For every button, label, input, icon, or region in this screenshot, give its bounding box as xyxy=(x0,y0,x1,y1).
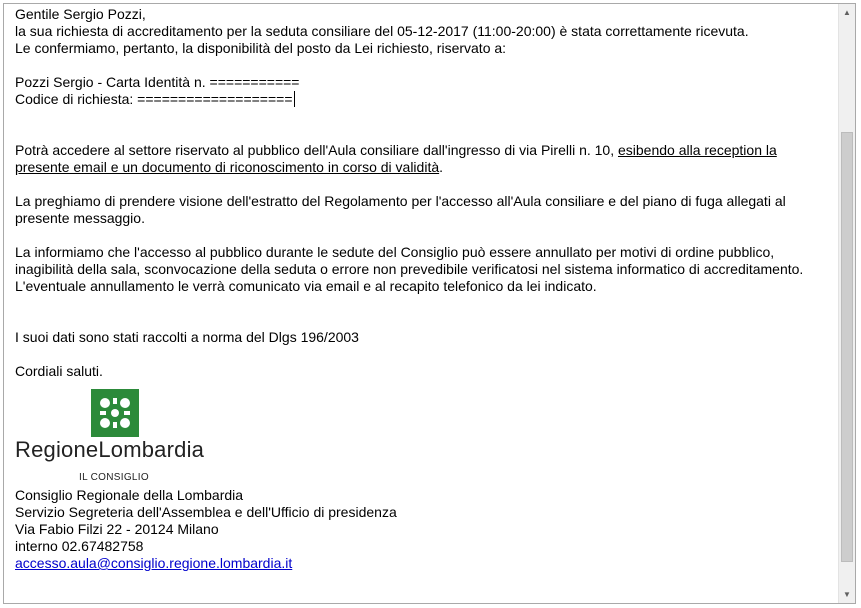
closing-line: Cordiali saluti. xyxy=(15,363,103,379)
signature-email-line xyxy=(15,555,835,572)
access-text: Potrà accedere al settore riservato al pubblico dell'Aula consiliare dall'ingresso di via Pirelli n. 10, xyxy=(15,142,618,158)
scroll-down-arrow-icon[interactable]: ▼ xyxy=(843,590,851,599)
id-line: Pozzi Sergio - Carta Identità n. =========== xyxy=(15,74,300,90)
rosa-camuna-icon xyxy=(91,389,139,437)
request-code-line xyxy=(15,91,835,108)
email-body-frame xyxy=(3,3,856,604)
signature-dept: Servizio Segreteria dell'Assemblea e dell'Ufficio di presidenza xyxy=(15,504,397,520)
availability-line: Le confermiamo, pertanto, la disponibilità del posto da Lei richiesto, riservato a: xyxy=(15,40,507,56)
signature-phone: interno 02.67482758 xyxy=(15,538,144,554)
email-content[interactable] xyxy=(15,6,835,603)
cancellation-paragraph: La informiamo che l'accesso al pubblico durante le sedute del Consiglio può essere annullato per motivi di ordine pubblico, inagibilità della sala, sconvocazione della seduta o errore non prevedibile verificatosi nel sistema informatico di accreditamento. xyxy=(15,244,804,277)
access-paragraph xyxy=(15,142,835,176)
signature-address: Via Fabio Filzi 22 - 20124 Milano xyxy=(15,521,219,537)
scroll-up-arrow-icon[interactable]: ▲ xyxy=(843,8,851,17)
regulation-paragraph: La preghiamo di prendere visione dell'estratto del Regolamento per l'accesso all'Aula consiliare e del piano di fuga allegati al presente messaggio. xyxy=(15,193,786,226)
text-caret xyxy=(294,91,295,107)
logo-subtitle: IL CONSIGLIO xyxy=(79,472,149,483)
greeting: Gentile Sergio Pozzi, xyxy=(15,6,146,22)
signature-email-link[interactable]: accesso.aula@consiglio.regione.lombardia.it xyxy=(15,555,293,571)
logo-brand-text: RegioneLombardia xyxy=(15,437,205,462)
privacy-line: I suoi dati sono stati raccolti a norma del Dlgs 196/2003 xyxy=(15,329,359,345)
access-end: . xyxy=(439,159,444,175)
regione-lombardia-logo xyxy=(15,389,225,485)
confirmation-line: la sua richiesta di accreditamento per la seduta consiliare del 05-12-2017 (11:00-20:00) è stata correttamente ricevuta. xyxy=(15,23,749,39)
signature-org: Consiglio Regionale della Lombardia xyxy=(15,487,244,503)
scrollbar-thumb[interactable] xyxy=(841,132,853,562)
notice-paragraph: L'eventuale annullamento le verrà comunicato via email e al recapito telefonico da lei indicato. xyxy=(15,278,597,294)
access-underlined-text: esibendo alla reception la presente email e un documento di riconoscimento in corso di validità xyxy=(15,142,777,175)
request-code-text: Codice di richiesta: =================== xyxy=(15,91,293,107)
vertical-scrollbar[interactable] xyxy=(838,4,855,603)
